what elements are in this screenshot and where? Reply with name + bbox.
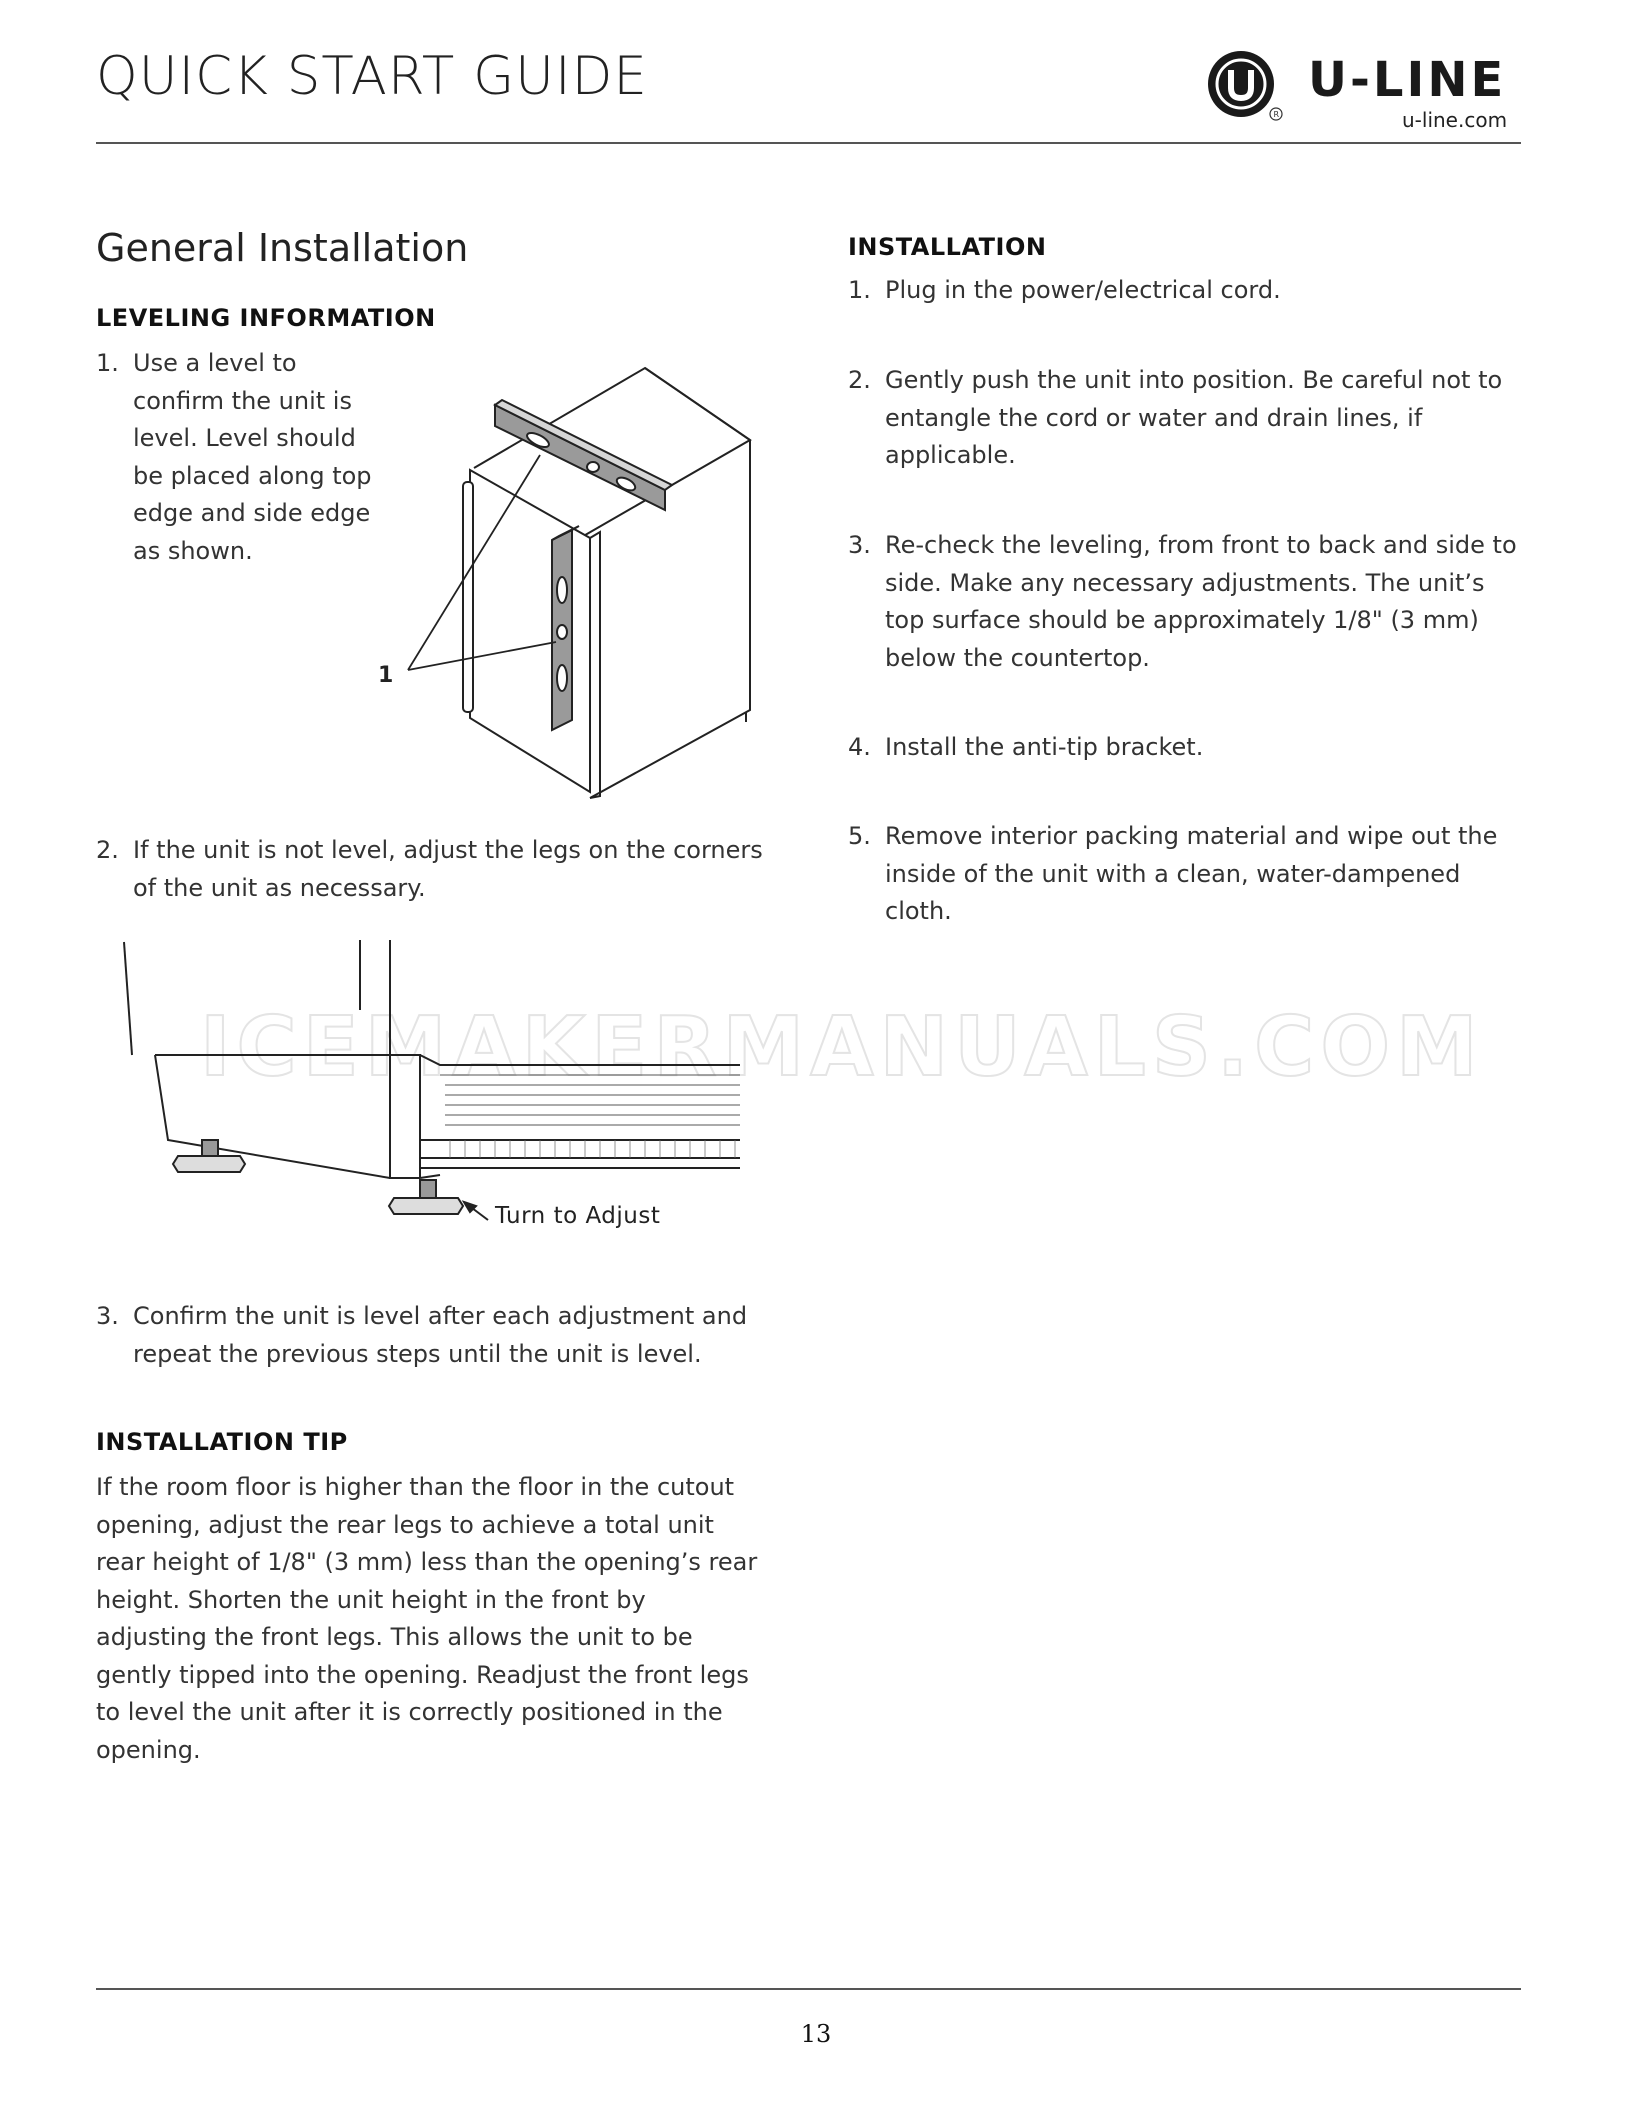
watermark: ICEMAKERMANUALS.COM	[200, 1000, 1484, 1095]
installation-step-2	[848, 362, 1528, 475]
step-text: Plug in the power/electrical cord.	[885, 276, 1281, 304]
step-number: 1.	[848, 276, 871, 304]
uline-logo-icon	[1205, 48, 1285, 128]
leveling-step-1	[96, 345, 396, 570]
installation-step-5	[848, 818, 1528, 931]
step-number: 5.	[848, 822, 871, 850]
footer-divider	[96, 1988, 1521, 1990]
step-number: 4.	[848, 733, 871, 761]
step-line: Use a level to	[133, 349, 297, 377]
installation-step-4	[848, 729, 1528, 767]
step-number: 2.	[848, 366, 871, 394]
installation-step-3	[848, 527, 1528, 677]
brand-name: U-LINE	[1308, 52, 1507, 108]
step-number: 1.	[96, 349, 119, 377]
figure-callout-1: 1	[378, 663, 394, 688]
section-title: General Installation	[96, 226, 469, 270]
brand-url: u-line.com	[1402, 108, 1508, 132]
step-text: Install the anti-tip bracket.	[885, 733, 1204, 761]
step-line: as shown.	[133, 536, 253, 565]
page-number: 13	[800, 2020, 832, 2048]
installation-step-1	[848, 272, 1528, 310]
installation-heading: INSTALLATION	[848, 233, 1047, 261]
step-number: 3.	[848, 531, 871, 559]
leveling-heading: LEVELING INFORMATION	[96, 304, 436, 332]
step-text: If the unit is not level, adjust the legs on the corners of the unit as necessary.	[133, 836, 763, 902]
step-line: confirm the unit is	[133, 386, 352, 415]
document-title: QUICK START GUIDE	[96, 46, 648, 107]
step-line: level. Level should	[133, 424, 356, 452]
step-number: 3.	[96, 1302, 119, 1330]
step-number: 2.	[96, 836, 119, 864]
step-text: Gently push the unit into position. Be careful not to entangle the cord or water and drain lines, if applicable.	[885, 366, 1503, 469]
step-line: edge and side edge	[133, 499, 371, 527]
step-text: Re-check the leveling, from front to back and side to side. Make any necessary adjustments. The unit’s top surface should be approximately 1/8" (3 mm) below the countertop.	[885, 531, 1517, 672]
step-text: Confirm the unit is level after each adjustment and repeat the previous steps until the unit is level.	[133, 1302, 748, 1368]
step-line: be placed along top	[133, 461, 372, 490]
turn-to-adjust-label: Turn to Adjust	[495, 1203, 661, 1229]
svg-text:R: R	[1273, 110, 1280, 119]
installation-tip-text: If the room floor is higher than the floor in the cutout opening, adjust the rear legs to achieve a total unit rear height of 1/8" (3 mm) less than the opening’s rear height. Shorten the unit height in the front by adjusting the front legs. This allows the unit to be gently tipped into the opening. Readjust the front legs to level the unit after it is correctly positioned in the opening.	[96, 1473, 758, 1764]
level-placement-figure	[360, 360, 770, 800]
installation-tip-heading: INSTALLATION TIP	[96, 1428, 348, 1456]
header-divider	[96, 142, 1521, 144]
leveling-step-3	[96, 1298, 756, 1373]
leveling-step-2	[96, 832, 776, 907]
step-text: Remove interior packing material and wipe out the inside of the unit with a clean, water-dampened cloth.	[885, 822, 1498, 925]
